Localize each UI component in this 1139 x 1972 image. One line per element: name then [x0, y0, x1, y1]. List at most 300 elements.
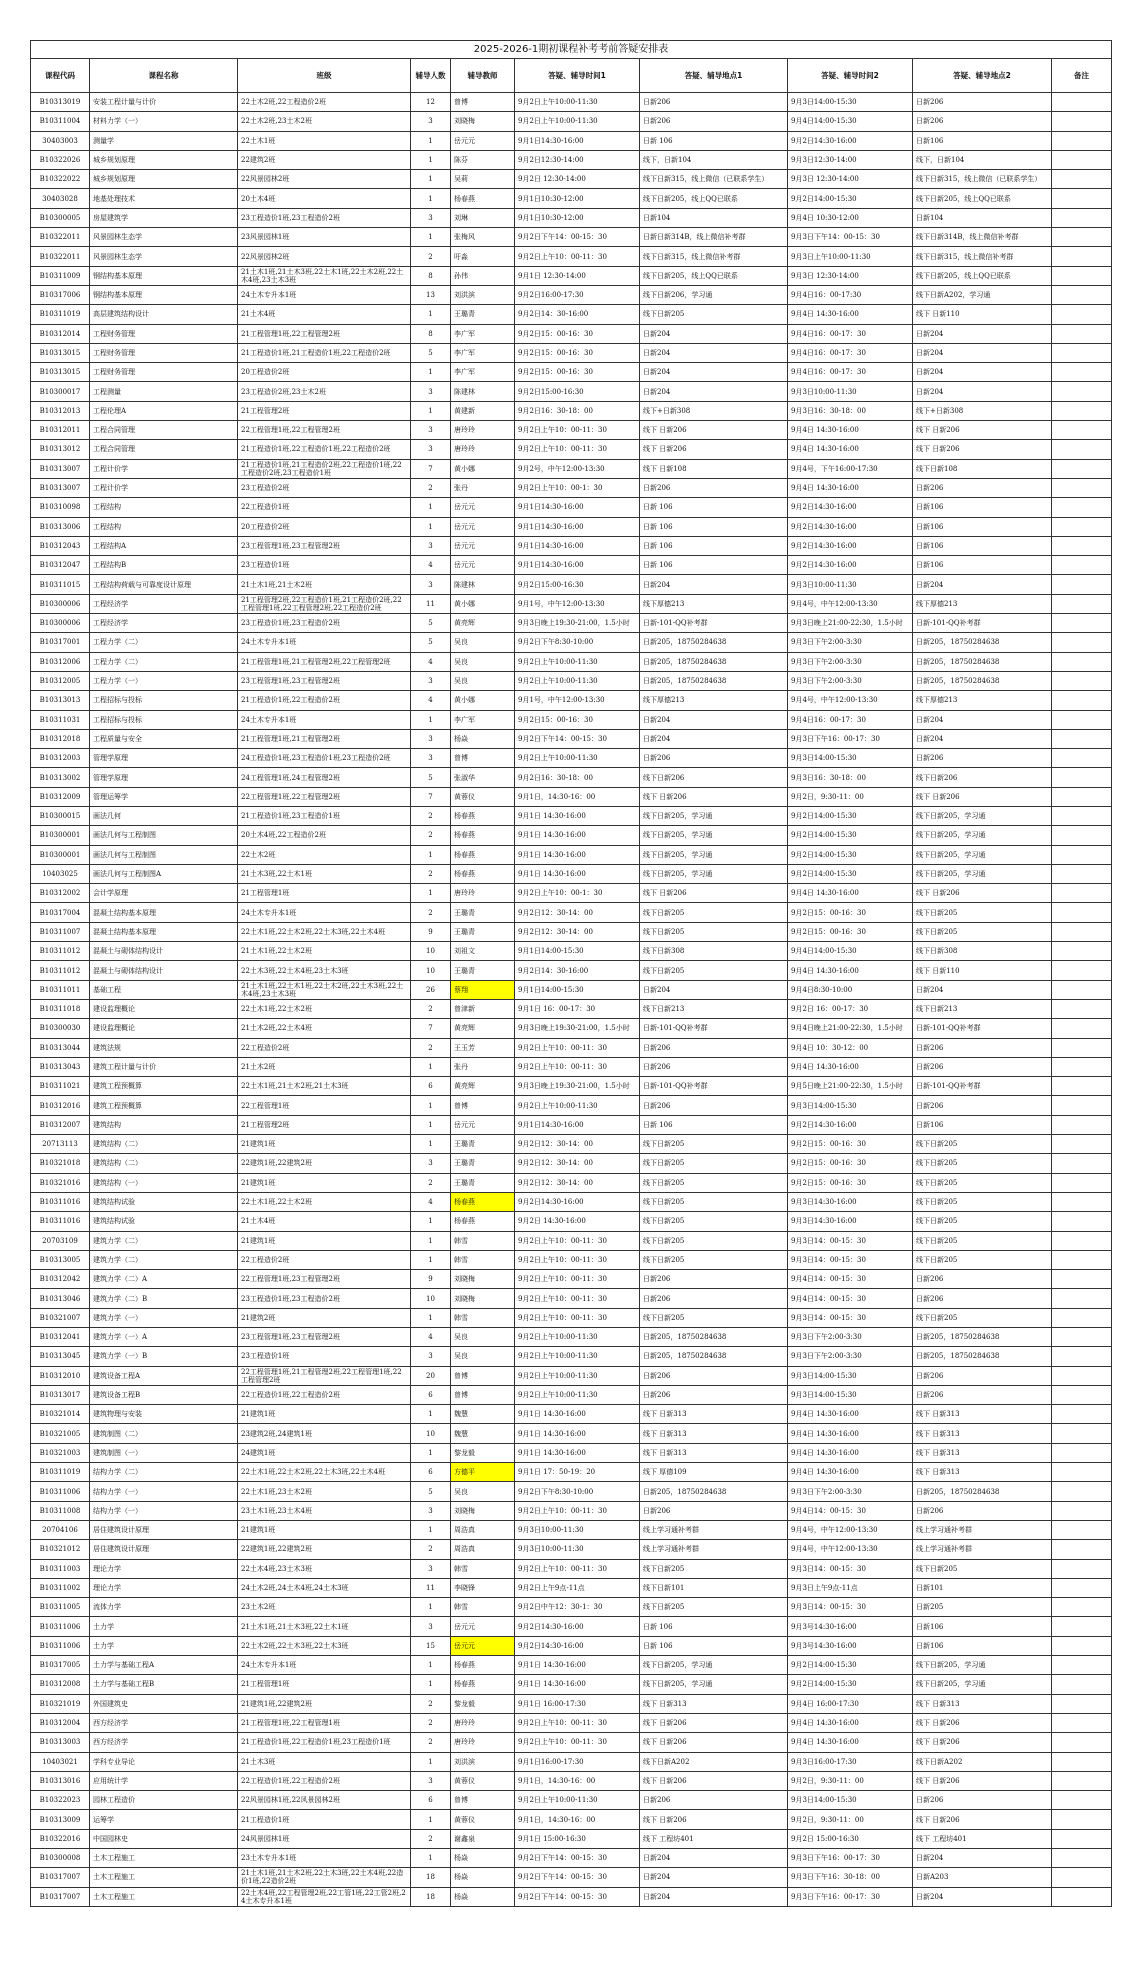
cell-time-2: 9月3日14:00-15:30	[788, 1385, 913, 1404]
cell-course-name: 结构力学（一）	[90, 1482, 238, 1501]
cell-place-2: 日新206	[913, 1270, 1052, 1289]
cell-place-1: 日新206	[640, 1385, 788, 1404]
cell-course-code: B10312004	[31, 1713, 90, 1732]
cell-class: 21工程管理1班,21工程管理2班,22工程管理2班	[238, 652, 411, 671]
table-row	[31, 343, 1112, 362]
cell-teacher: 刘洪滨	[451, 1752, 515, 1771]
cell-course-code: B10312043	[31, 536, 90, 555]
cell-course-name: 建筑力学（二）A	[90, 1270, 238, 1289]
cell-place-2: 线下日新315，线上微信补考群	[913, 247, 1052, 266]
cell-course-name: 土力学与基础工程A	[90, 1656, 238, 1675]
cell-course-name: 工程结构	[90, 498, 238, 517]
cell-teacher: 黄蓉仪	[451, 787, 515, 806]
table-row	[31, 1250, 1112, 1269]
cell-place-2: 日新106	[913, 498, 1052, 517]
cell-remarks	[1052, 247, 1112, 266]
cell-remarks	[1052, 1366, 1112, 1385]
cell-remarks	[1052, 1598, 1112, 1617]
cell-time-2: 9月4日 14:30-16:00	[788, 1733, 913, 1752]
cell-place-1: 线下日新213	[640, 999, 788, 1018]
cell-time-2: 9月2日14:00-15:30	[788, 826, 913, 845]
table-row	[31, 1868, 1112, 1887]
cell-place-1: 日新 106	[640, 131, 788, 150]
cell-time-2: 9月4日 14:30-16:00	[788, 421, 913, 440]
cell-course-code: B10311008	[31, 1501, 90, 1520]
cell-course-name: 工程经济学	[90, 594, 238, 613]
cell-student-count: 8	[411, 266, 451, 285]
cell-course-name: 建筑力学（二）	[90, 1231, 238, 1250]
table-row	[31, 864, 1112, 883]
cell-time-1: 9月2日上午10：00-11：30	[515, 440, 640, 459]
cell-class: 21工程造价1班,22工程造价2班	[238, 691, 411, 710]
cell-time-1: 9月2日15：00-16：30	[515, 343, 640, 362]
cell-student-count: 4	[411, 691, 451, 710]
cell-time-2: 9月5日晚上21:00-22:30，1.5小时	[788, 1077, 913, 1096]
cell-remarks	[1052, 189, 1112, 208]
cell-class: 21工程管理2班	[238, 401, 411, 420]
table-row	[31, 1405, 1112, 1424]
cell-course-name: 理论力学	[90, 1559, 238, 1578]
cell-time-2: 9月4号，下午16:00-17:30	[788, 459, 913, 478]
header-row	[31, 59, 1112, 93]
cell-student-count: 3	[411, 536, 451, 555]
cell-student-count: 2	[411, 1173, 451, 1192]
cell-teacher: 黎龙毅	[451, 1694, 515, 1713]
cell-place-2: 线下，日新104	[913, 150, 1052, 169]
cell-course-name: 工程质量与安全	[90, 729, 238, 748]
cell-time-1: 9月1日 14:30-16:00	[515, 1675, 640, 1694]
cell-time-1: 9月2日 14:30-16:00	[515, 1212, 640, 1231]
cell-remarks	[1052, 1192, 1112, 1211]
cell-course-name: 应用统计学	[90, 1771, 238, 1790]
cell-student-count: 1	[411, 150, 451, 169]
cell-place-2: 线下 日新313	[913, 1405, 1052, 1424]
cell-time-2: 9月3日14:00-15:30	[788, 749, 913, 768]
cell-remarks	[1052, 536, 1112, 555]
cell-teacher: 吴莉	[451, 170, 515, 189]
cell-student-count: 1	[411, 1598, 451, 1617]
header-student-count: 辅导人数	[411, 59, 451, 93]
cell-course-name: 画法几何与工程制图A	[90, 864, 238, 883]
cell-class: 21建筑1班	[238, 1135, 411, 1154]
cell-place-1: 线下 日新206	[640, 440, 788, 459]
cell-course-code: B10311021	[31, 1077, 90, 1096]
cell-course-name: 工程测量	[90, 382, 238, 401]
cell-teacher: 周浩真	[451, 1520, 515, 1539]
cell-place-1: 线下日新206	[640, 768, 788, 787]
table-row	[31, 228, 1112, 247]
cell-time-2: 9月4号，中午12:00-13:30	[788, 1540, 913, 1559]
table-title: 2025-2026-1期初课程补考考前答疑安排表	[31, 41, 1112, 59]
cell-teacher: 吴良	[451, 633, 515, 652]
cell-student-count: 2	[411, 806, 451, 825]
cell-class: 21工程管理1班,22工程管理2班	[238, 324, 411, 343]
cell-course-code: B10311007	[31, 922, 90, 941]
cell-remarks	[1052, 1829, 1112, 1848]
cell-place-1: 日新206	[640, 1038, 788, 1057]
cell-time-2: 9月4日 10:30-12:00	[788, 208, 913, 227]
cell-time-1: 9月2日14:30-16:00	[515, 1636, 640, 1655]
table-row	[31, 768, 1112, 787]
cell-place-1: 日新204	[640, 363, 788, 382]
cell-student-count: 3	[411, 749, 451, 768]
cell-time-1: 9月2日上午10:00-11:30	[515, 1385, 640, 1404]
cell-teacher: 刘琳	[451, 208, 515, 227]
cell-time-1: 9月2日下午14：00-15：30	[515, 1887, 640, 1906]
table-row	[31, 1019, 1112, 1038]
cell-time-2: 9月2日 16：00-17：30	[788, 999, 913, 1018]
table-row	[31, 1057, 1112, 1076]
cell-course-code: B10317001	[31, 633, 90, 652]
cell-remarks	[1052, 382, 1112, 401]
cell-course-name: 混凝土与砌体结构设计	[90, 942, 238, 961]
cell-course-name: 工程结构	[90, 517, 238, 536]
cell-time-2: 9月4日 14:30-16:00	[788, 884, 913, 903]
cell-course-name: 工程力学（一）	[90, 671, 238, 690]
cell-remarks	[1052, 1212, 1112, 1231]
cell-class: 21工程管理1班	[238, 1675, 411, 1694]
cell-place-1: 线下，日新104	[640, 150, 788, 169]
cell-remarks	[1052, 1173, 1112, 1192]
cell-course-code: B10312047	[31, 556, 90, 575]
cell-remarks	[1052, 884, 1112, 903]
cell-class: 22风景园林1班,22风景园林2班	[238, 1791, 411, 1810]
cell-time-2: 9月3日下午2:00-3:30	[788, 1347, 913, 1366]
cell-place-2: 日新204	[913, 343, 1052, 362]
cell-place-1: 线下日新206，学习通	[640, 285, 788, 304]
table-row	[31, 614, 1112, 633]
cell-student-count: 10	[411, 942, 451, 961]
table-row	[31, 999, 1112, 1018]
cell-course-code: B10311018	[31, 999, 90, 1018]
cell-place-1: 日新205，18750284638	[640, 652, 788, 671]
cell-class: 22工程管理1班,21工程管理2班,22工程管理1班,22工程管理2班	[238, 1366, 411, 1385]
cell-remarks	[1052, 1849, 1112, 1868]
cell-time-2: 9月3日14：00-15：30	[788, 1308, 913, 1327]
cell-time-1: 9月2日上午10:00-11:30	[515, 1096, 640, 1115]
cell-time-1: 9月1日14:30-16:00	[515, 556, 640, 575]
table-row	[31, 93, 1112, 112]
cell-time-2: 9月3日10:00-11:30	[788, 575, 913, 594]
cell-remarks	[1052, 1347, 1112, 1366]
cell-place-2: 线下 日新206	[913, 440, 1052, 459]
cell-remarks	[1052, 266, 1112, 285]
cell-course-name: 建筑力学（一）	[90, 1308, 238, 1327]
cell-place-1: 线下日新205	[640, 1231, 788, 1250]
table-row	[31, 884, 1112, 903]
cell-place-1: 线下日新205，学习通	[640, 845, 788, 864]
cell-place-2: 线下厚德213	[913, 594, 1052, 613]
table-row	[31, 1578, 1112, 1597]
cell-place-2: 日新206	[913, 1057, 1052, 1076]
cell-class: 23工程造价1班	[238, 556, 411, 575]
schedule-sheet	[30, 40, 1111, 1907]
table-row	[31, 421, 1112, 440]
table-row	[31, 459, 1112, 478]
cell-time-2: 9月3日14:00-15:30	[788, 1096, 913, 1115]
table-row	[31, 1713, 1112, 1732]
cell-time-2: 9月3日10:00-11:30	[788, 382, 913, 401]
cell-course-code: B10311006	[31, 1617, 90, 1636]
cell-time-2: 9月2日15：00-16：30	[788, 903, 913, 922]
cell-remarks	[1052, 1617, 1112, 1636]
cell-time-1: 9月1日 14:30-16:00	[515, 1424, 640, 1443]
table-row	[31, 247, 1112, 266]
cell-time-2: 9月4日14:00-15:30	[788, 112, 913, 131]
cell-student-count: 11	[411, 1578, 451, 1597]
cell-time-2: 9月2日14:00-15:30	[788, 1656, 913, 1675]
cell-remarks	[1052, 961, 1112, 980]
cell-place-1: 线上学习通补考群	[640, 1540, 788, 1559]
cell-time-1: 9月2日上午10：00-11：30	[515, 1733, 640, 1752]
cell-remarks	[1052, 1154, 1112, 1173]
cell-teacher: 张梅风	[451, 228, 515, 247]
table-row	[31, 1598, 1112, 1617]
cell-student-count: 2	[411, 903, 451, 922]
cell-time-1: 9月2日上午10：00-11：30	[515, 1270, 640, 1289]
cell-course-name: 画法几何与工程制图	[90, 845, 238, 864]
cell-time-1: 9月1日 14:30-16:00	[515, 1656, 640, 1675]
cell-time-1: 9月1日14:30-16:00	[515, 498, 640, 517]
cell-teacher: 唐玲玲	[451, 440, 515, 459]
table-row	[31, 1308, 1112, 1327]
cell-student-count: 26	[411, 980, 451, 999]
cell-teacher: 刘晓梅	[451, 1289, 515, 1308]
cell-course-name: 建筑结构试验	[90, 1212, 238, 1231]
cell-time-1: 9月2日下午8:30-10:00	[515, 633, 640, 652]
cell-teacher: 李广军	[451, 343, 515, 362]
cell-course-code: B10312005	[31, 671, 90, 690]
cell-place-1: 线下日新308	[640, 942, 788, 961]
cell-place-1: 日新206	[640, 1057, 788, 1076]
cell-class: 20工程造价2班	[238, 517, 411, 536]
cell-place-1: 线下日新205	[640, 1598, 788, 1617]
table-row	[31, 1694, 1112, 1713]
cell-time-1: 9月3日晚上19:30-21:00，1.5小时	[515, 1019, 640, 1038]
cell-time-2: 9月2日14:00-15:30	[788, 1675, 913, 1694]
cell-time-2: 9月3日14:00-15:30	[788, 1366, 913, 1385]
cell-class: 23工程造价2班,23土木2班	[238, 382, 411, 401]
cell-student-count: 1	[411, 363, 451, 382]
cell-course-name: 土力学与基础工程B	[90, 1675, 238, 1694]
cell-place-2: 日新106	[913, 1636, 1052, 1655]
cell-teacher: 蔡翔	[451, 980, 515, 999]
cell-course-name: 工程计价学	[90, 478, 238, 497]
cell-course-code: B10311003	[31, 1559, 90, 1578]
cell-time-1: 9月2日上午10：00-1：30	[515, 884, 640, 903]
cell-teacher: 刘洪滨	[451, 285, 515, 304]
cell-course-code: B10317005	[31, 1656, 90, 1675]
cell-time-2: 9月3日下午14：00-15：30	[788, 228, 913, 247]
cell-course-name: 城乡规划原理	[90, 150, 238, 169]
cell-course-name: 会计学原理	[90, 884, 238, 903]
cell-course-code: B10311031	[31, 710, 90, 729]
cell-teacher: 唐玲玲	[451, 421, 515, 440]
cell-course-name: 工程经济学	[90, 614, 238, 633]
cell-class: 22土木1班,22土木2班	[238, 1192, 411, 1211]
cell-course-code: B10300005	[31, 208, 90, 227]
cell-course-code: B10317006	[31, 285, 90, 304]
cell-class: 23工程造价1班,23工程造价2班	[238, 208, 411, 227]
header-time-2: 答疑、辅导时间2	[788, 59, 913, 93]
cell-time-1: 9月1日14:30-16:00	[515, 1115, 640, 1134]
cell-course-code: B10312007	[31, 1115, 90, 1134]
cell-place-2: 日新106	[913, 1617, 1052, 1636]
cell-remarks	[1052, 363, 1112, 382]
cell-remarks	[1052, 324, 1112, 343]
cell-remarks	[1052, 845, 1112, 864]
cell-time-2: 9月3日下午2:00-3:30	[788, 633, 913, 652]
cell-student-count: 7	[411, 459, 451, 478]
cell-class: 21工程管理2班	[238, 1115, 411, 1134]
cell-time-2: 9月4日晚上21:00-22:30，1.5小时	[788, 1019, 913, 1038]
cell-place-2: 线下日新308	[913, 942, 1052, 961]
cell-class: 24土木专升本1班	[238, 903, 411, 922]
cell-course-name: 建筑力学（一）A	[90, 1328, 238, 1347]
cell-teacher: 李晓锋	[451, 1578, 515, 1597]
cell-time-2: 9月2日14:00-15:30	[788, 845, 913, 864]
cell-place-2: 线下日新205	[913, 1154, 1052, 1173]
cell-course-code: B10321012	[31, 1540, 90, 1559]
cell-remarks	[1052, 131, 1112, 150]
cell-course-code: B10312013	[31, 401, 90, 420]
cell-teacher: 黄亮辉	[451, 614, 515, 633]
cell-class: 21土木1班,21土木3班,22土木1班,22土木2班,22土木4班,23土木3班	[238, 266, 411, 285]
cell-place-2: 线下日新205	[913, 903, 1052, 922]
cell-class: 22工程管理1班,22工程管理2班	[238, 421, 411, 440]
cell-place-1: 日新205，18750284638	[640, 1347, 788, 1366]
cell-teacher: 韩雪	[451, 1598, 515, 1617]
cell-class: 20土木4班,22工程造价2班	[238, 826, 411, 845]
cell-teacher: 刘祖文	[451, 942, 515, 961]
cell-time-1: 9月2日下午8:30-10:00	[515, 1482, 640, 1501]
cell-course-name: 土木工程施工	[90, 1849, 238, 1868]
cell-student-count: 3	[411, 208, 451, 227]
cell-course-name: 工程招标与投标	[90, 691, 238, 710]
cell-time-2: 9月2日15：00-16：30	[788, 1173, 913, 1192]
cell-course-code: B10313007	[31, 478, 90, 497]
cell-teacher: 吴良	[451, 652, 515, 671]
table-row	[31, 1347, 1112, 1366]
table-row	[31, 1231, 1112, 1250]
cell-place-1: 日新204	[640, 1849, 788, 1868]
cell-time-1: 9月1日 15:00-16:30	[515, 1829, 640, 1848]
cell-place-1: 线下日新205	[640, 1154, 788, 1173]
cell-place-2: 线下日新205	[913, 1308, 1052, 1327]
header-place-1: 答疑、辅导地点1	[640, 59, 788, 93]
cell-teacher: 王璐青	[451, 305, 515, 324]
cell-course-code: B10321005	[31, 1424, 90, 1443]
cell-class: 23工程造价1班,23工程造价2班	[238, 614, 411, 633]
cell-time-1: 9月2日上午10:00-11:30	[515, 749, 640, 768]
cell-class: 23建筑2班,24建筑1班	[238, 1424, 411, 1443]
cell-course-name: 建筑结构试验	[90, 1192, 238, 1211]
cell-course-code: B10321003	[31, 1443, 90, 1462]
cell-teacher: 杨春燕	[451, 845, 515, 864]
cell-student-count: 5	[411, 343, 451, 362]
table-row	[31, 1154, 1112, 1173]
cell-place-2: 线下日新205，线上QQ已联系	[913, 189, 1052, 208]
cell-place-1: 日新 106	[640, 1617, 788, 1636]
cell-course-code: B10322026	[31, 150, 90, 169]
cell-time-1: 9月1日 14:30-16:00	[515, 845, 640, 864]
cell-remarks	[1052, 343, 1112, 362]
cell-student-count: 2	[411, 999, 451, 1018]
cell-course-name: 混凝土结构基本原理	[90, 903, 238, 922]
cell-remarks	[1052, 633, 1112, 652]
cell-place-1: 线下 日新206	[640, 1810, 788, 1829]
header-remarks: 备注	[1052, 59, 1112, 93]
table-row	[31, 556, 1112, 575]
cell-course-code: B10312018	[31, 729, 90, 748]
cell-student-count: 3	[411, 1559, 451, 1578]
cell-student-count: 18	[411, 1868, 451, 1887]
cell-teacher: 黄建新	[451, 401, 515, 420]
cell-remarks	[1052, 556, 1112, 575]
cell-time-1: 9月1日，14:30-16：00	[515, 1771, 640, 1790]
cell-place-1: 日新206	[640, 112, 788, 131]
cell-place-2: 日新106	[913, 131, 1052, 150]
cell-place-2: 线下日新108	[913, 459, 1052, 478]
cell-course-code: B10313044	[31, 1038, 90, 1057]
cell-place-1: 线下日新205	[640, 1135, 788, 1154]
cell-time-1: 9月1日 16：00-17：30	[515, 999, 640, 1018]
cell-remarks	[1052, 208, 1112, 227]
cell-place-2: 日新206	[913, 1038, 1052, 1057]
cell-course-code: 10403025	[31, 864, 90, 883]
cell-place-2: 日新205，18750284638	[913, 1482, 1052, 1501]
cell-student-count: 3	[411, 1771, 451, 1790]
cell-class: 22土木1班,23土木2班	[238, 1482, 411, 1501]
cell-course-name: 结构力学（一）	[90, 1501, 238, 1520]
cell-place-1: 线下日新205，学习通	[640, 1656, 788, 1675]
cell-remarks	[1052, 93, 1112, 112]
cell-course-code: B10312003	[31, 749, 90, 768]
cell-time-1: 9月2日上午10：00-11：30	[515, 1308, 640, 1327]
cell-course-code: 20704106	[31, 1520, 90, 1539]
cell-course-code: B10300030	[31, 1019, 90, 1038]
cell-remarks	[1052, 170, 1112, 189]
cell-class: 22土木2班,22土木3班,22土木3班	[238, 1636, 411, 1655]
cell-student-count: 1	[411, 1115, 451, 1134]
cell-student-count: 1	[411, 401, 451, 420]
table-row	[31, 131, 1112, 150]
cell-course-name: 工程力学（二）	[90, 652, 238, 671]
cell-place-1: 日新206	[640, 749, 788, 768]
cell-remarks	[1052, 498, 1112, 517]
table-body	[31, 93, 1112, 1907]
table-row	[31, 729, 1112, 748]
cell-place-2: 日新205，18750284638	[913, 1328, 1052, 1347]
cell-course-name: 土木工程施工	[90, 1868, 238, 1887]
cell-place-1: 日新206	[640, 1270, 788, 1289]
cell-course-code: B10313016	[31, 1771, 90, 1790]
cell-place-2: 线下 日新206	[913, 1810, 1052, 1829]
cell-time-2: 9月2日14:00-15:30	[788, 864, 913, 883]
cell-place-1: 日新 106	[640, 517, 788, 536]
cell-time-1: 9月2日14：30-16:00	[515, 305, 640, 324]
cell-course-name: 外国建筑史	[90, 1694, 238, 1713]
cell-student-count: 1	[411, 305, 451, 324]
cell-time-2: 9月3日14:00-15:30	[788, 93, 913, 112]
cell-course-code: B10313009	[31, 1810, 90, 1829]
cell-teacher: 韩雪	[451, 1231, 515, 1250]
cell-place-2: 日新204	[913, 575, 1052, 594]
cell-course-code: B10311016	[31, 1212, 90, 1231]
cell-time-2: 9月2日15：00-16：30	[788, 1135, 913, 1154]
cell-teacher: 杨焱	[451, 1868, 515, 1887]
cell-place-2: 线下日新205，学习通	[913, 1675, 1052, 1694]
